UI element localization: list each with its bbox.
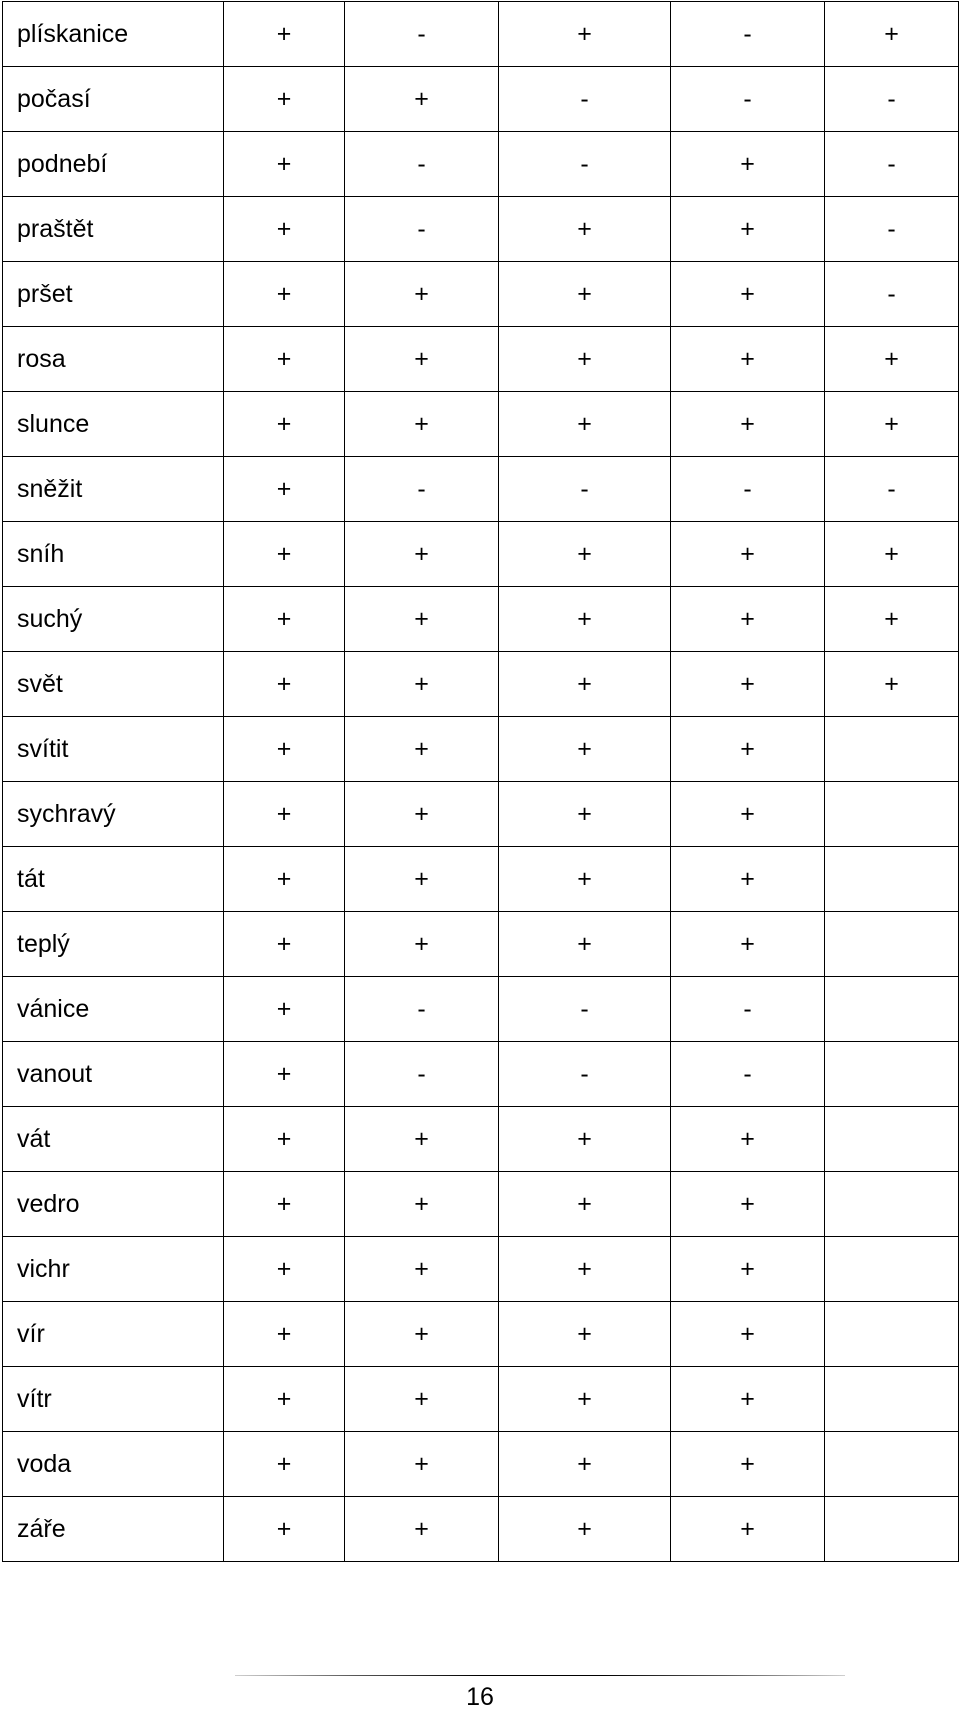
- table-row: [3, 262, 959, 327]
- mark-cell: +: [499, 717, 671, 782]
- mark-cell: +: [224, 717, 345, 782]
- table-row: [3, 1497, 959, 1562]
- mark-cell: +: [671, 652, 825, 717]
- mark-cell: +: [224, 197, 345, 262]
- word-cell: svítit: [3, 717, 224, 782]
- mark-cell: +: [671, 522, 825, 587]
- mark-cell: [825, 1172, 959, 1237]
- mark-cell: +: [825, 587, 959, 652]
- mark-cell: +: [345, 522, 499, 587]
- table-row: [3, 67, 959, 132]
- mark-cell: [825, 912, 959, 977]
- word-cell: praštět: [3, 197, 224, 262]
- mark-cell: +: [345, 587, 499, 652]
- mark-cell: +: [499, 327, 671, 392]
- mark-cell: +: [224, 522, 345, 587]
- mark-cell: +: [671, 262, 825, 327]
- word-table: [2, 1, 959, 1562]
- mark-cell: +: [825, 327, 959, 392]
- mark-cell: -: [671, 1042, 825, 1107]
- word-cell: tát: [3, 847, 224, 912]
- mark-cell: +: [671, 197, 825, 262]
- word-cell: suchý: [3, 587, 224, 652]
- table-row: [3, 1107, 959, 1172]
- mark-cell: +: [345, 782, 499, 847]
- mark-cell: +: [224, 262, 345, 327]
- mark-cell: +: [345, 1237, 499, 1302]
- word-cell: počasí: [3, 67, 224, 132]
- table-row: [3, 1042, 959, 1107]
- table-row: [3, 522, 959, 587]
- mark-cell: +: [345, 847, 499, 912]
- mark-cell: -: [671, 457, 825, 522]
- mark-cell: +: [224, 1042, 345, 1107]
- word-cell: voda: [3, 1432, 224, 1497]
- word-cell: vítr: [3, 1367, 224, 1432]
- mark-cell: +: [345, 1107, 499, 1172]
- mark-cell: +: [825, 522, 959, 587]
- mark-cell: +: [499, 1302, 671, 1367]
- mark-cell: -: [499, 977, 671, 1042]
- mark-cell: -: [345, 977, 499, 1042]
- page-number: 16: [466, 1683, 494, 1711]
- mark-cell: +: [224, 1367, 345, 1432]
- mark-cell: +: [671, 782, 825, 847]
- mark-cell: +: [224, 1432, 345, 1497]
- table-row: [3, 457, 959, 522]
- word-cell: vedro: [3, 1172, 224, 1237]
- mark-cell: +: [825, 652, 959, 717]
- mark-cell: +: [224, 1302, 345, 1367]
- table-row: [3, 2, 959, 67]
- mark-cell: -: [345, 1042, 499, 1107]
- word-cell: vánice: [3, 977, 224, 1042]
- mark-cell: [825, 847, 959, 912]
- mark-cell: +: [224, 782, 345, 847]
- mark-cell: +: [499, 1172, 671, 1237]
- mark-cell: -: [825, 197, 959, 262]
- mark-cell: +: [345, 1172, 499, 1237]
- mark-cell: +: [224, 912, 345, 977]
- word-cell: vír: [3, 1302, 224, 1367]
- mark-cell: +: [671, 132, 825, 197]
- table-row: [3, 132, 959, 197]
- footer-rule: [235, 1675, 845, 1676]
- mark-cell: -: [345, 132, 499, 197]
- table-row: [3, 977, 959, 1042]
- word-cell: vichr: [3, 1237, 224, 1302]
- table-row: [3, 1367, 959, 1432]
- table-row: [3, 392, 959, 457]
- mark-cell: +: [499, 2, 671, 67]
- mark-cell: -: [825, 132, 959, 197]
- mark-cell: +: [825, 2, 959, 67]
- mark-cell: +: [499, 1237, 671, 1302]
- mark-cell: +: [671, 1237, 825, 1302]
- table-row: [3, 1302, 959, 1367]
- mark-cell: [825, 1302, 959, 1367]
- mark-cell: +: [671, 847, 825, 912]
- mark-cell: +: [345, 652, 499, 717]
- mark-cell: +: [671, 1367, 825, 1432]
- table-row: [3, 197, 959, 262]
- mark-cell: +: [345, 717, 499, 782]
- mark-cell: +: [671, 1107, 825, 1172]
- mark-cell: +: [499, 587, 671, 652]
- mark-cell: +: [499, 1107, 671, 1172]
- mark-cell: +: [345, 1432, 499, 1497]
- table-row: [3, 652, 959, 717]
- table-row: [3, 912, 959, 977]
- mark-cell: +: [671, 912, 825, 977]
- mark-cell: +: [224, 1172, 345, 1237]
- mark-cell: +: [224, 847, 345, 912]
- word-cell: sychravý: [3, 782, 224, 847]
- mark-cell: +: [345, 392, 499, 457]
- mark-cell: +: [224, 67, 345, 132]
- word-cell: pršet: [3, 262, 224, 327]
- mark-cell: +: [499, 1497, 671, 1562]
- mark-cell: -: [671, 67, 825, 132]
- mark-cell: +: [671, 1172, 825, 1237]
- mark-cell: +: [345, 327, 499, 392]
- mark-cell: +: [224, 1497, 345, 1562]
- word-cell: teplý: [3, 912, 224, 977]
- mark-cell: -: [345, 197, 499, 262]
- mark-cell: +: [345, 262, 499, 327]
- mark-cell: [825, 1237, 959, 1302]
- table-row: [3, 782, 959, 847]
- mark-cell: +: [671, 1432, 825, 1497]
- mark-cell: -: [499, 132, 671, 197]
- mark-cell: +: [224, 457, 345, 522]
- word-cell: vát: [3, 1107, 224, 1172]
- mark-cell: +: [671, 717, 825, 782]
- mark-cell: +: [499, 197, 671, 262]
- mark-cell: +: [224, 587, 345, 652]
- mark-cell: -: [345, 2, 499, 67]
- mark-cell: +: [345, 1497, 499, 1562]
- mark-cell: +: [224, 1107, 345, 1172]
- mark-cell: +: [499, 847, 671, 912]
- mark-cell: +: [345, 67, 499, 132]
- mark-cell: +: [345, 1367, 499, 1432]
- mark-cell: +: [224, 2, 345, 67]
- mark-cell: [825, 1432, 959, 1497]
- table-body: [3, 2, 959, 1562]
- table-row: [3, 717, 959, 782]
- mark-cell: +: [499, 912, 671, 977]
- mark-cell: +: [499, 522, 671, 587]
- mark-cell: +: [671, 327, 825, 392]
- table-row: [3, 1432, 959, 1497]
- word-cell: sníh: [3, 522, 224, 587]
- mark-cell: [825, 977, 959, 1042]
- mark-cell: +: [345, 912, 499, 977]
- word-cell: podnebí: [3, 132, 224, 197]
- mark-cell: -: [499, 1042, 671, 1107]
- mark-cell: +: [499, 1432, 671, 1497]
- mark-cell: -: [499, 67, 671, 132]
- mark-cell: +: [671, 1497, 825, 1562]
- mark-cell: -: [825, 262, 959, 327]
- mark-cell: -: [345, 457, 499, 522]
- word-cell: rosa: [3, 327, 224, 392]
- mark-cell: -: [499, 457, 671, 522]
- mark-cell: +: [825, 392, 959, 457]
- mark-cell: +: [499, 262, 671, 327]
- table-row: [3, 1172, 959, 1237]
- mark-cell: +: [224, 1237, 345, 1302]
- mark-cell: +: [224, 652, 345, 717]
- mark-cell: [825, 1042, 959, 1107]
- word-cell: svět: [3, 652, 224, 717]
- mark-cell: -: [825, 67, 959, 132]
- table-row: [3, 587, 959, 652]
- table-row: [3, 1237, 959, 1302]
- mark-cell: +: [499, 652, 671, 717]
- table-row: [3, 327, 959, 392]
- mark-cell: [825, 717, 959, 782]
- mark-cell: +: [345, 1302, 499, 1367]
- mark-cell: [825, 1367, 959, 1432]
- table-row: [3, 847, 959, 912]
- mark-cell: +: [671, 587, 825, 652]
- mark-cell: [825, 782, 959, 847]
- word-cell: plískanice: [3, 2, 224, 67]
- mark-cell: +: [224, 327, 345, 392]
- word-cell: záře: [3, 1497, 224, 1562]
- word-cell: sněžit: [3, 457, 224, 522]
- word-cell: vanout: [3, 1042, 224, 1107]
- mark-cell: +: [224, 977, 345, 1042]
- mark-cell: +: [671, 392, 825, 457]
- mark-cell: +: [499, 782, 671, 847]
- mark-cell: [825, 1497, 959, 1562]
- mark-cell: -: [671, 977, 825, 1042]
- mark-cell: -: [825, 457, 959, 522]
- word-cell: slunce: [3, 392, 224, 457]
- mark-cell: +: [224, 392, 345, 457]
- mark-cell: [825, 1107, 959, 1172]
- mark-cell: +: [499, 392, 671, 457]
- mark-cell: +: [224, 132, 345, 197]
- mark-cell: +: [499, 1367, 671, 1432]
- mark-cell: +: [671, 1302, 825, 1367]
- mark-cell: -: [671, 2, 825, 67]
